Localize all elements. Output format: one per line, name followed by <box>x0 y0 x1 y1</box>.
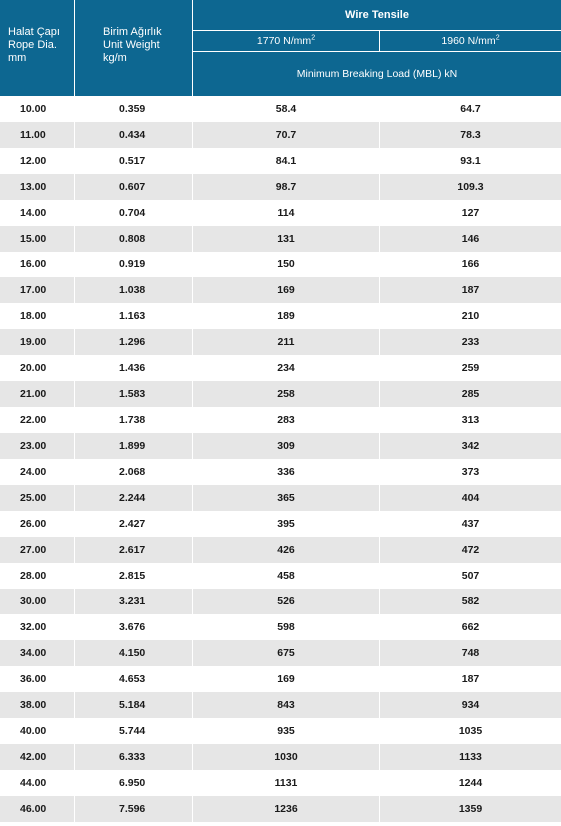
cell-rope-diameter: 10.00 <box>20 102 47 115</box>
header-unit-weight-en: Unit Weight <box>103 39 160 51</box>
header-rope-diameter <box>0 0 74 96</box>
cell-mbl-1770: 1236 <box>192 796 379 822</box>
cell-rope-diameter: 21.00 <box>20 388 47 401</box>
cell-mbl-1960: 1359 <box>379 796 561 822</box>
table-row <box>0 718 561 744</box>
header-mbl: Minimum Breaking Load (MBL) kN <box>296 68 458 80</box>
cell-mbl-1770: 131 <box>192 226 379 252</box>
cell-mbl-1770: 169 <box>192 277 379 303</box>
cell-mbl-1770: 675 <box>192 640 379 666</box>
cell-mbl-1770: 234 <box>192 355 379 381</box>
header-divider <box>379 30 380 51</box>
cell-mbl-1960: 78.3 <box>379 122 561 148</box>
cell-mbl-1960: 233 <box>379 329 561 355</box>
cell-unit-weight: 3.231 <box>74 589 192 615</box>
cell-unit-weight: 1.899 <box>74 433 192 459</box>
cell-rope-diameter: 32.00 <box>20 621 47 634</box>
cell-mbl-1770: 258 <box>192 381 379 407</box>
cell-unit-weight: 1.738 <box>74 407 192 433</box>
cell-unit-weight: 0.808 <box>74 226 192 252</box>
cell-unit-weight: 3.676 <box>74 614 192 640</box>
table-row <box>0 200 561 226</box>
cell-rope-diameter: 24.00 <box>20 465 47 478</box>
table-row <box>0 122 561 148</box>
cell-unit-weight: 5.184 <box>74 692 192 718</box>
cell-mbl-1960: 210 <box>379 303 561 329</box>
cell-mbl-1960: 259 <box>379 355 561 381</box>
cell-rope-diameter: 34.00 <box>20 647 47 660</box>
cell-mbl-1960: 934 <box>379 692 561 718</box>
cell-mbl-1770: 70.7 <box>192 122 379 148</box>
cell-unit-weight: 0.517 <box>74 148 192 174</box>
table-row <box>0 407 561 433</box>
cell-rope-diameter: 40.00 <box>20 725 47 738</box>
cell-mbl-1770: 1131 <box>192 770 379 796</box>
table-row <box>0 148 561 174</box>
cell-mbl-1770: 526 <box>192 589 379 615</box>
cell-mbl-1960: 187 <box>379 277 561 303</box>
cell-rope-diameter: 26.00 <box>20 517 47 530</box>
table-row <box>0 640 561 666</box>
cell-mbl-1960: 507 <box>379 563 561 589</box>
table-row <box>0 96 561 122</box>
cell-unit-weight: 7.596 <box>74 796 192 822</box>
cell-mbl-1960: 582 <box>379 589 561 615</box>
table-row <box>0 563 561 589</box>
table-row <box>0 589 561 615</box>
cell-mbl-1770: 58.4 <box>192 96 379 122</box>
cell-mbl-1960: 64.7 <box>379 96 561 122</box>
cell-rope-diameter: 12.00 <box>20 154 47 167</box>
cell-mbl-1770: 84.1 <box>192 148 379 174</box>
cell-rope-diameter: 30.00 <box>20 595 47 608</box>
cell-mbl-1960: 373 <box>379 459 561 485</box>
cell-mbl-1770: 395 <box>192 511 379 537</box>
cell-rope-diameter: 44.00 <box>20 776 47 789</box>
table-row <box>0 511 561 537</box>
header-wire-tensile: Wire Tensile <box>345 9 409 21</box>
cell-unit-weight: 1.296 <box>74 329 192 355</box>
cell-unit-weight: 2.244 <box>74 485 192 511</box>
cell-rope-diameter: 14.00 <box>20 206 47 219</box>
cell-rope-diameter: 20.00 <box>20 362 47 375</box>
cell-mbl-1960: 127 <box>379 200 561 226</box>
cell-rope-diameter: 22.00 <box>20 414 47 427</box>
cell-mbl-1960: 1244 <box>379 770 561 796</box>
header-tensile-1770-label: 1770 N/mm <box>256 35 312 47</box>
cell-rope-diameter: 18.00 <box>20 310 47 323</box>
cell-mbl-1960: 166 <box>379 252 561 278</box>
cell-mbl-1770: 283 <box>192 407 379 433</box>
table-row <box>0 692 561 718</box>
cell-unit-weight: 0.359 <box>74 96 192 122</box>
header-tensile-1960 <box>380 31 561 51</box>
cell-unit-weight: 5.744 <box>74 718 192 744</box>
cell-unit-weight: 2.815 <box>74 563 192 589</box>
header-rope-diameter-tr: Halat Çapı <box>8 26 60 38</box>
cell-mbl-1960: 146 <box>379 226 561 252</box>
cell-mbl-1960: 437 <box>379 511 561 537</box>
table-row <box>0 770 561 796</box>
cell-unit-weight: 1.163 <box>74 303 192 329</box>
cell-rope-diameter: 36.00 <box>20 673 47 686</box>
cell-unit-weight: 4.653 <box>74 666 192 692</box>
cell-mbl-1770: 114 <box>192 200 379 226</box>
table-row <box>0 796 561 822</box>
cell-unit-weight: 0.919 <box>74 252 192 278</box>
cell-mbl-1960: 472 <box>379 537 561 563</box>
cell-unit-weight: 2.617 <box>74 537 192 563</box>
header-divider <box>74 0 75 96</box>
cell-mbl-1960: 662 <box>379 614 561 640</box>
table-row <box>0 355 561 381</box>
table-row <box>0 666 561 692</box>
header-divider <box>192 0 193 96</box>
cell-mbl-1770: 189 <box>192 303 379 329</box>
cell-unit-weight: 2.068 <box>74 459 192 485</box>
cell-rope-diameter: 25.00 <box>20 491 47 504</box>
cell-unit-weight: 1.436 <box>74 355 192 381</box>
cell-mbl-1960: 93.1 <box>379 148 561 174</box>
header-unit-weight-unit: kg/m <box>103 52 127 64</box>
cell-mbl-1770: 98.7 <box>192 174 379 200</box>
cell-mbl-1960: 1133 <box>379 744 561 770</box>
header-rope-diameter-unit: mm <box>8 52 27 64</box>
table-row <box>0 303 561 329</box>
cell-unit-weight: 2.427 <box>74 511 192 537</box>
cell-mbl-1960: 109.3 <box>379 174 561 200</box>
cell-mbl-1770: 935 <box>192 718 379 744</box>
header-tensile-1770 <box>193 31 379 51</box>
cell-rope-diameter: 19.00 <box>20 336 47 349</box>
cell-mbl-1770: 598 <box>192 614 379 640</box>
cell-mbl-1770: 309 <box>192 433 379 459</box>
header-unit-weight <box>75 0 192 96</box>
cell-rope-diameter: 46.00 <box>20 802 47 815</box>
cell-rope-diameter: 28.00 <box>20 569 47 582</box>
table-row <box>0 485 561 511</box>
cell-unit-weight: 6.950 <box>74 770 192 796</box>
cell-rope-diameter: 42.00 <box>20 751 47 763</box>
cell-rope-diameter: 16.00 <box>20 258 47 271</box>
cell-mbl-1960: 313 <box>379 407 561 433</box>
cell-unit-weight: 4.150 <box>74 640 192 666</box>
header-tensile-1960-label: 1960 N/mm <box>441 35 496 47</box>
table-row <box>0 614 561 640</box>
cell-mbl-1960: 748 <box>379 640 561 666</box>
cell-mbl-1960: 187 <box>379 666 561 692</box>
table-row <box>0 537 561 563</box>
cell-rope-diameter: 23.00 <box>20 439 47 452</box>
header-divider <box>193 51 561 52</box>
cell-mbl-1960: 342 <box>379 433 561 459</box>
header-tensile-1960-exp: 2 <box>495 34 500 42</box>
cell-mbl-1770: 169 <box>192 666 379 692</box>
header-divider <box>193 30 561 31</box>
cell-mbl-1770: 458 <box>192 563 379 589</box>
cell-mbl-1960: 1035 <box>379 718 561 744</box>
cell-mbl-1770: 211 <box>192 329 379 355</box>
cell-mbl-1960: 404 <box>379 485 561 511</box>
cell-rope-diameter: 11.00 <box>20 128 46 141</box>
cell-mbl-1770: 365 <box>192 485 379 511</box>
table-body <box>0 96 561 822</box>
cell-rope-diameter: 15.00 <box>20 232 47 245</box>
cell-mbl-1770: 336 <box>192 459 379 485</box>
table-row <box>0 381 561 407</box>
table-row <box>0 252 561 278</box>
table-row <box>0 459 561 485</box>
cell-mbl-1770: 1030 <box>192 744 379 770</box>
header-unit-weight-tr: Birim Ağırlık <box>103 26 162 38</box>
table-row <box>0 174 561 200</box>
cell-unit-weight: 1.583 <box>74 381 192 407</box>
table-row <box>0 744 561 770</box>
cell-unit-weight: 6.333 <box>74 744 192 770</box>
cell-rope-diameter: 13.00 <box>20 180 47 193</box>
table-row <box>0 329 561 355</box>
table-row <box>0 226 561 252</box>
cell-mbl-1770: 843 <box>192 692 379 718</box>
cell-unit-weight: 1.038 <box>74 277 192 303</box>
cell-mbl-1770: 150 <box>192 252 379 278</box>
cell-unit-weight: 0.607 <box>74 174 192 200</box>
cell-rope-diameter: 17.00 <box>20 284 47 297</box>
table-row <box>0 433 561 459</box>
table-header <box>0 0 561 96</box>
cell-unit-weight: 0.704 <box>74 200 192 226</box>
cell-mbl-1960: 285 <box>379 381 561 407</box>
cell-mbl-1770: 426 <box>192 537 379 563</box>
cell-unit-weight: 0.434 <box>74 122 192 148</box>
header-rope-diameter-en: Rope Dia. <box>8 39 57 51</box>
table-row <box>0 277 561 303</box>
cell-rope-diameter: 38.00 <box>20 699 47 712</box>
cell-rope-diameter: 27.00 <box>20 543 47 556</box>
header-tensile-1770-exp: 2 <box>311 34 316 42</box>
